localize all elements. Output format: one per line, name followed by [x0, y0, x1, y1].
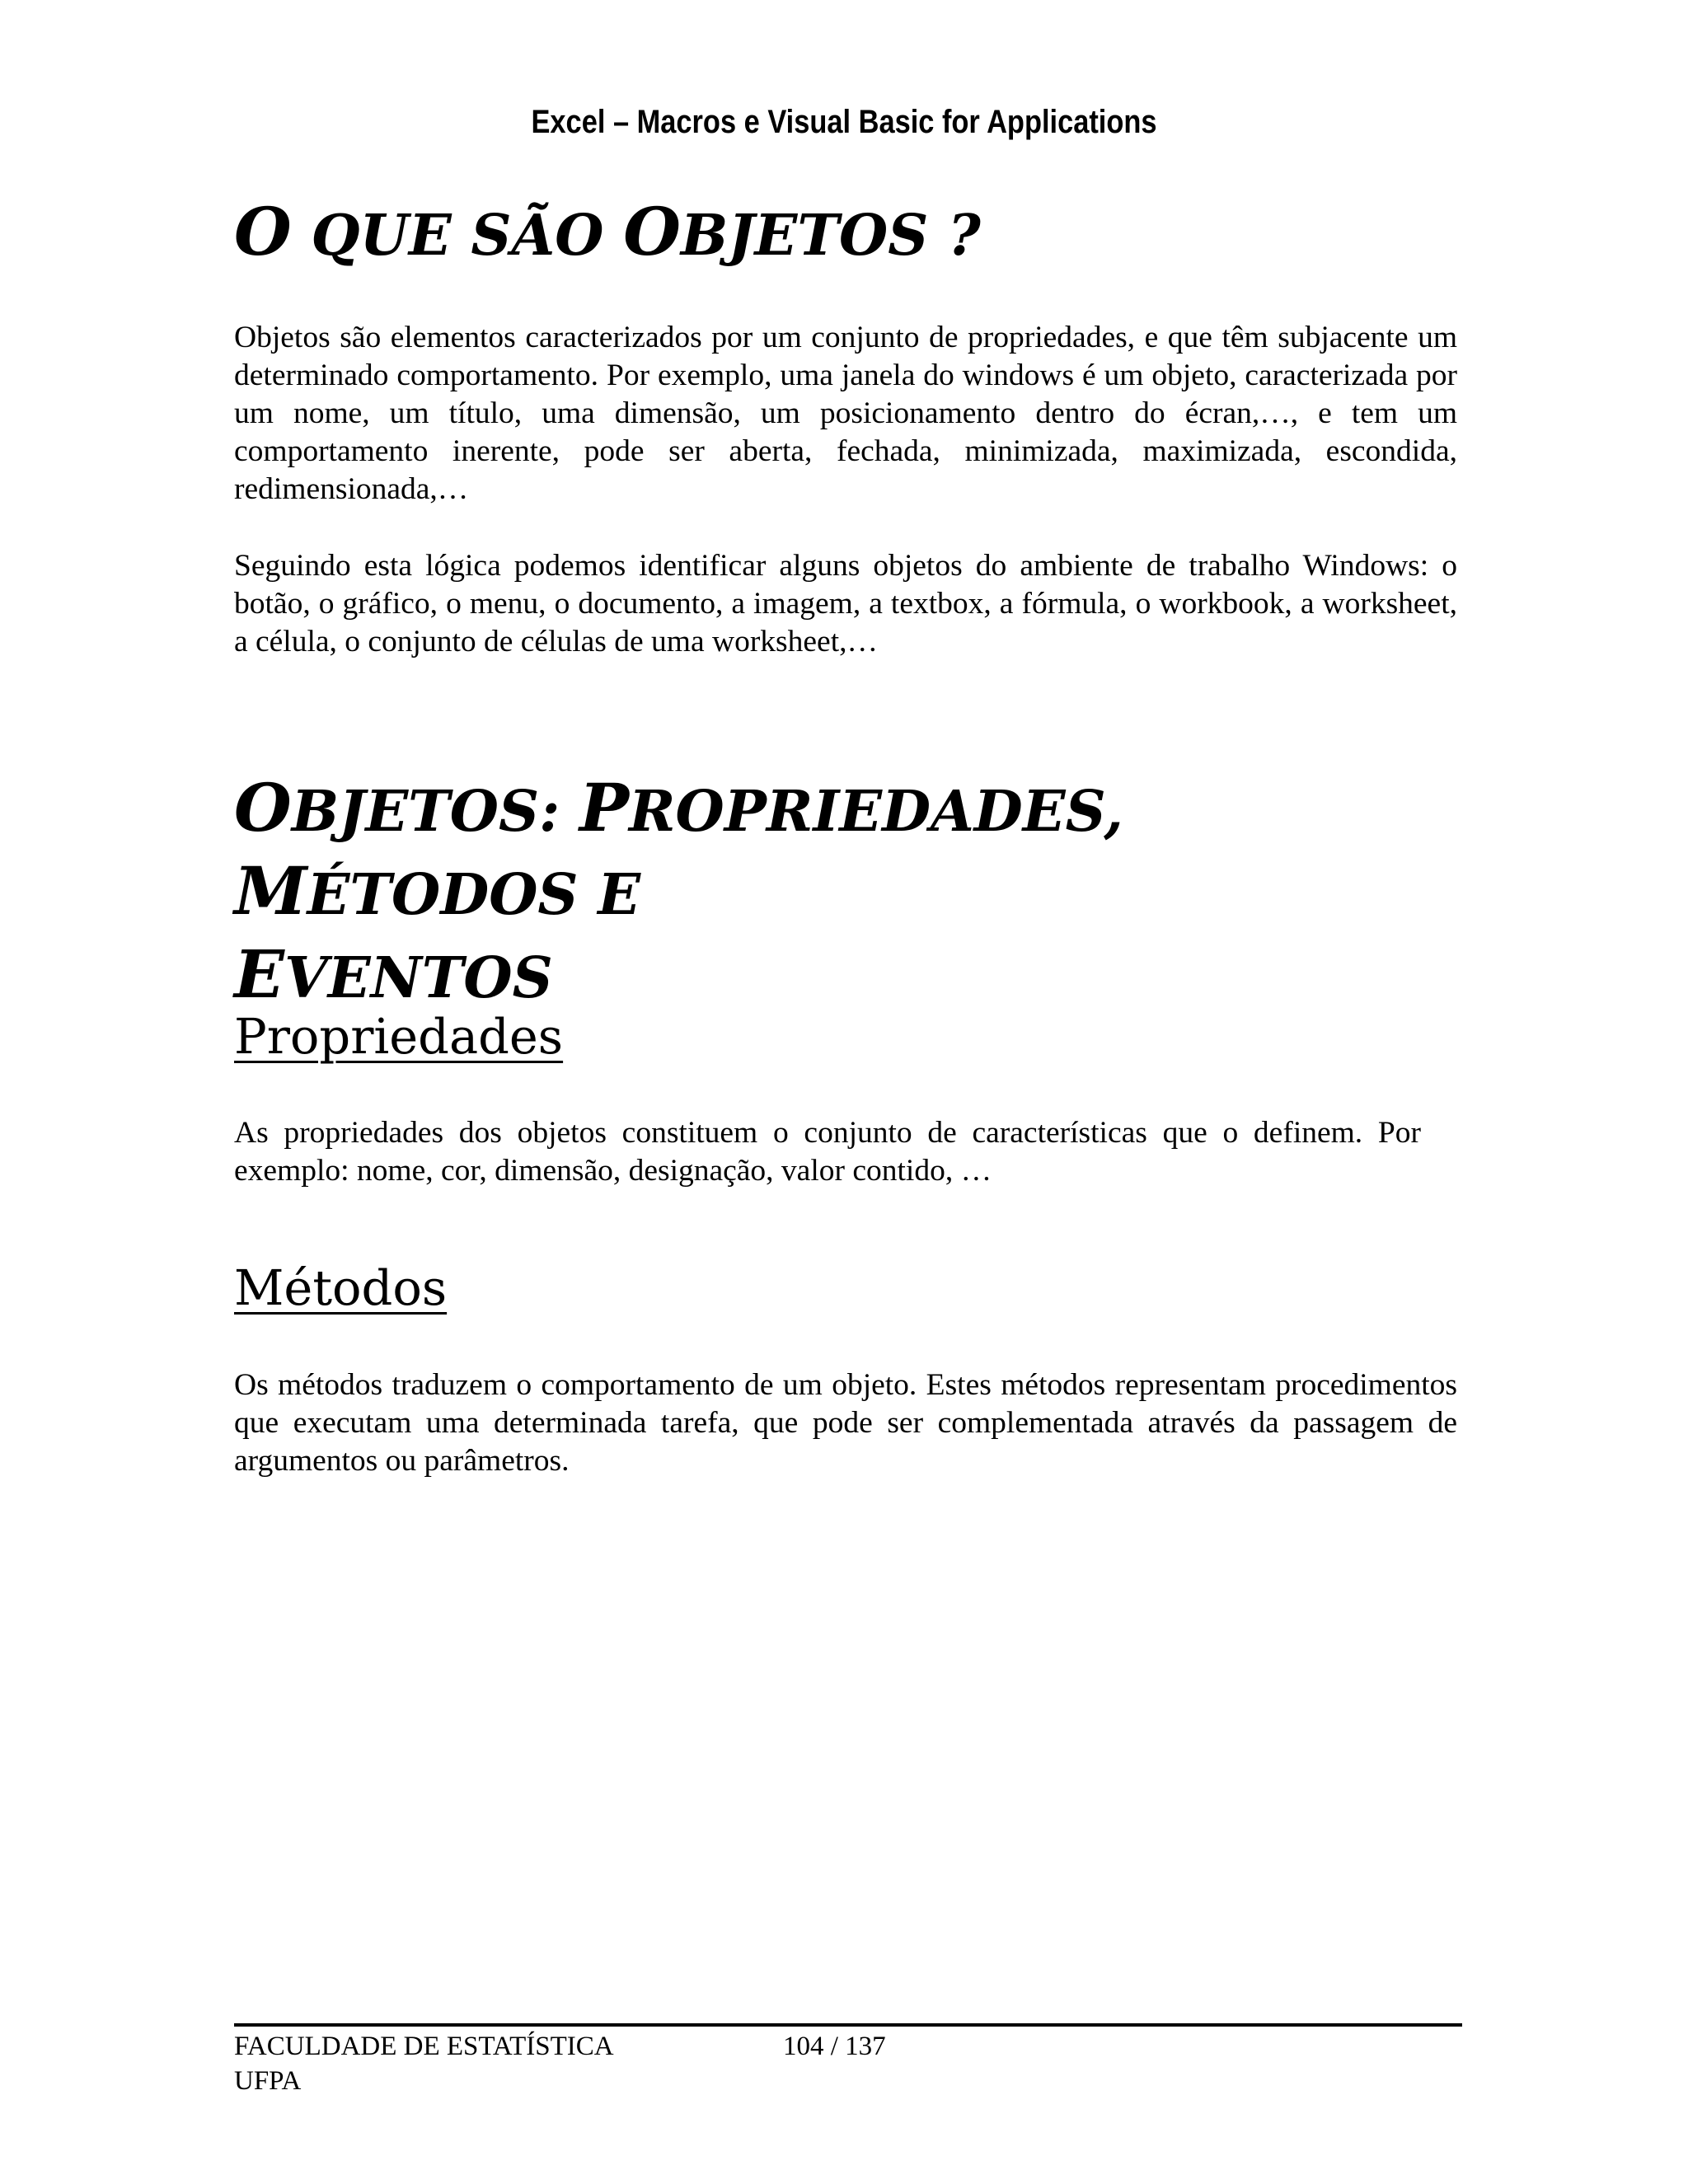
section-title-o-que-sao-objetos: [234, 191, 1470, 276]
title-text: BJETOS ?: [680, 203, 981, 269]
paragraph-metodos: Os métodos traduzem o comportamento de um objeto. Estes métodos representam procedimentos que executam uma determinada tarefa, que pode ser complementada através da passagem de argumentos ou parâmetros.: [234, 1368, 1457, 1478]
title-initial: O: [234, 193, 292, 270]
subheading-propriedades: Propriedades: [234, 1008, 564, 1065]
footer-institution-line2: UFPA: [234, 2066, 302, 2096]
title-initial: M: [234, 852, 307, 930]
paragraph-propriedades: As propriedades dos objetos constituem o conjunto de características que o definem. Por exemplo: nome, cor, dimensão, designação, valor contido, …: [234, 1116, 1421, 1188]
title-initial: E: [234, 935, 284, 1013]
title-initial: O: [623, 193, 681, 270]
paragraph-objetos-exemplos: Seguindo esta lógica podemos identificar alguns objetos do ambiente de trabalho Windows: o botão, o gráfico, o menu, o documento, a imagem, a textbox, a fórmula, o workbook, a worksheet, a célula, o conjunto de células de uma worksheet,…: [234, 549, 1457, 658]
title-text: QUE SÃO: [291, 203, 624, 269]
footer-institution: [234, 2029, 614, 2098]
title-text: ROPRIEDADES,: [629, 779, 1123, 845]
title-initial: O: [234, 769, 292, 846]
footer-institution-line1: FACULDADE DE ESTATÍSTICA: [234, 2032, 614, 2061]
page-header: Excel – Macros e Visual Basic for Applications: [531, 104, 1157, 140]
paragraph-objetos-definicao: Objetos são elementos caracterizados por um conjunto de propriedades, e que têm subjacente um determinado comportamento. Por exemplo, uma janela do windows é um objeto, caracterizada por um nome, um título, uma dimensão, um posicionamento dentro do écran,…, e tem um comportamento inerente, pode ser aberta, fechada, minimizada, maximizada, escondida, redimensionada,…: [234, 321, 1457, 506]
footer-page-number: 104 / 137: [783, 2032, 886, 2061]
title-text: VENTOS: [284, 945, 553, 1011]
subheading-metodos: Métodos: [234, 1259, 448, 1316]
section-title-propriedades-metodos-eventos: [234, 768, 1470, 1018]
title-initial: P: [579, 769, 630, 846]
footer-divider: [234, 2023, 1462, 2027]
title-text: BJETOS:: [291, 779, 579, 845]
title-text: ÉTODOS E: [307, 862, 641, 928]
